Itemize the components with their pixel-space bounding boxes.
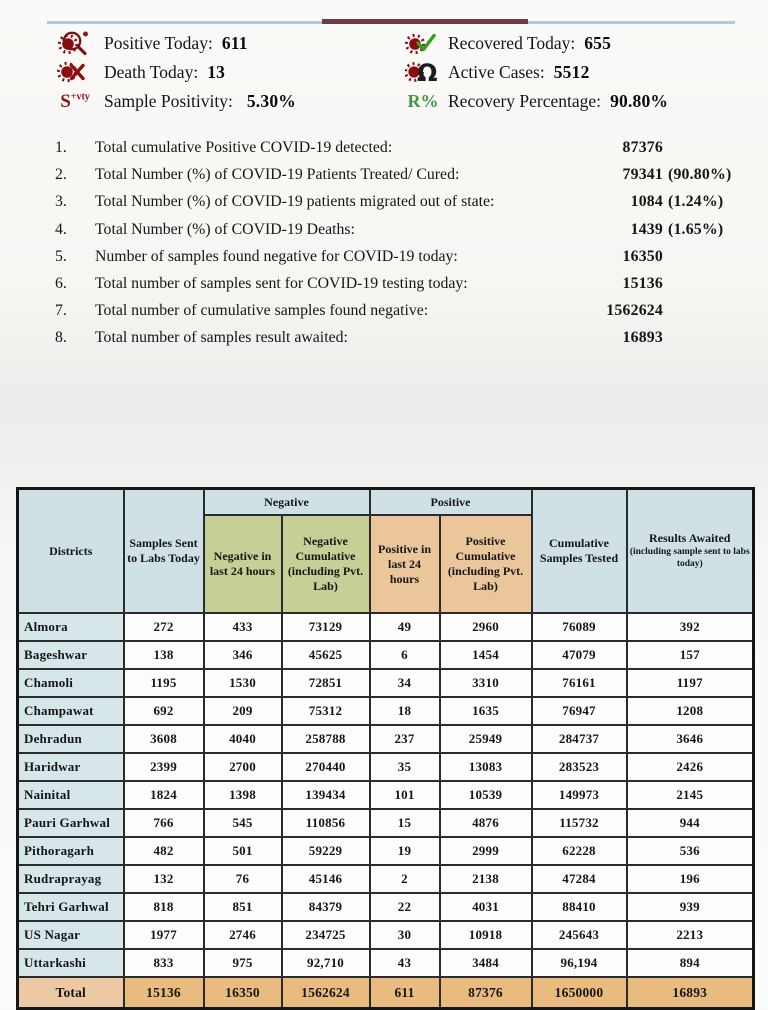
stat-recovered-today [398, 29, 746, 57]
data-cell: 2145 [627, 781, 754, 809]
list-item-number: 2. [55, 166, 67, 184]
district-row [18, 865, 754, 893]
data-cell: 2999 [440, 837, 532, 865]
list-item-value: 16350 [622, 247, 663, 265]
results-awaited-title: Results Awaited [649, 531, 731, 546]
data-cell: 3484 [440, 949, 532, 977]
data-cell: 209 [204, 697, 282, 725]
district-row [18, 809, 754, 837]
district-name-cell: Haridwar [18, 753, 124, 781]
virus-cross-icon [46, 59, 104, 85]
list-item-label: Total Number (%) of COVID-19 Patients Treated/ Cured: [95, 166, 460, 184]
data-cell: 536 [627, 837, 754, 865]
data-cell: 15 [370, 809, 440, 837]
data-cell: 139434 [282, 781, 370, 809]
data-cell: 22 [370, 893, 440, 921]
list-item-number: 6. [55, 274, 67, 292]
data-cell: 3310 [440, 669, 532, 697]
total-value-cell: 611 [370, 977, 440, 1009]
total-value-cell: 15136 [124, 977, 204, 1009]
data-cell: 115732 [532, 809, 627, 837]
stat-label: Death Today: [104, 61, 199, 82]
data-cell: 818 [124, 893, 204, 921]
data-cell: 2 [370, 865, 440, 893]
col-header-negative-24h: Negative in last 24 hours [204, 515, 282, 613]
district-row [18, 781, 754, 809]
district-name-cell: Bageshwar [18, 641, 124, 669]
col-header-positive-cumulative: Positive Cumulative (including Pvt. Lab) [440, 515, 532, 613]
list-item-number: 3. [55, 193, 67, 211]
list-item-label: Total number of samples sent for COVID-19 testing today: [95, 274, 468, 292]
data-cell: 157 [627, 641, 754, 669]
summary-list [55, 139, 752, 357]
stat-label: Active Cases: [448, 61, 545, 82]
list-item-number: 1. [55, 139, 67, 156]
district-name-cell: Uttarkashi [18, 949, 124, 977]
data-cell: 482 [124, 837, 204, 865]
data-cell: 975 [204, 949, 282, 977]
data-cell: 10918 [440, 921, 532, 949]
district-row [18, 697, 754, 725]
data-cell: 49 [370, 613, 440, 641]
data-cell: 73129 [282, 613, 370, 641]
summary-list-item [55, 302, 752, 329]
virus-check-icon [398, 30, 448, 56]
data-cell: 545 [204, 809, 282, 837]
data-cell: 234725 [282, 921, 370, 949]
data-cell: 2426 [627, 753, 754, 781]
data-cell: 6 [370, 641, 440, 669]
stat-value: 5.30% [246, 90, 296, 111]
stat-value: 90.80% [610, 90, 669, 111]
data-cell: 833 [124, 949, 204, 977]
total-value-cell: 1562624 [282, 977, 370, 1009]
list-item-value: (1.24%) [668, 193, 724, 211]
data-cell: 76161 [532, 669, 627, 697]
stat-death-today [46, 58, 398, 86]
list-item-value: 87376 [622, 139, 663, 156]
stat-label: Recovered Today: [448, 32, 576, 53]
data-cell: 766 [124, 809, 204, 837]
data-cell: 433 [204, 613, 282, 641]
list-item-value: 1084 [630, 193, 663, 211]
data-cell: 138 [124, 641, 204, 669]
col-header-cumulative-tested: Cumulative Samples Tested [532, 489, 627, 614]
district-name-cell: US Nagar [18, 921, 124, 949]
total-label-cell: Total [18, 977, 124, 1009]
data-cell: 237 [370, 725, 440, 753]
list-item-value: 1439 [630, 220, 663, 238]
data-cell: 4031 [440, 893, 532, 921]
data-cell: 4040 [204, 725, 282, 753]
list-item-value: (90.80%) [668, 166, 732, 184]
data-cell: 196 [627, 865, 754, 893]
data-cell: 258788 [282, 725, 370, 753]
data-cell: 88410 [532, 893, 627, 921]
group-header-negative: Negative [204, 489, 370, 516]
list-item-value: 15136 [622, 274, 663, 292]
district-row [18, 893, 754, 921]
col-header-negative-cumulative: Negative Cumulative (including Pvt. Lab) [282, 515, 370, 613]
district-name-cell: Champawat [18, 697, 124, 725]
total-value-cell: 16893 [627, 977, 754, 1009]
summary-list-item [55, 139, 752, 166]
results-awaited-subnote: (including sample sent to labs today) [629, 547, 750, 569]
data-cell: 76947 [532, 697, 627, 725]
list-item-number: 8. [55, 329, 67, 347]
stat-label: Sample Positivity: [104, 90, 233, 111]
sample-positivity-icon: $S^{+vty}$ [60, 90, 90, 112]
summary-list-item [55, 193, 752, 220]
list-item-value: (1.65%) [668, 220, 724, 238]
data-cell: 149973 [532, 781, 627, 809]
list-item-label: Total cumulative Positive COVID-19 detected: [95, 139, 393, 156]
data-cell: 47079 [532, 641, 627, 669]
data-cell: 75312 [282, 697, 370, 725]
summary-list-item [55, 166, 752, 193]
list-item-value: 1562624 [606, 302, 663, 320]
data-cell: 1530 [204, 669, 282, 697]
stat-active-cases [398, 58, 746, 86]
data-cell: 101 [370, 781, 440, 809]
stat-positive-today [46, 29, 398, 57]
data-cell: 245643 [532, 921, 627, 949]
list-item-label: Total number of samples result awaited: [95, 329, 348, 347]
data-cell: 47284 [532, 865, 627, 893]
list-item-value: 79341 [622, 166, 663, 184]
list-item-label: Total Number (%) of COVID-19 patients migrated out of state: [95, 193, 495, 211]
data-cell: 30 [370, 921, 440, 949]
list-item-label: Total number of cumulative samples found negative: [95, 302, 429, 320]
stat-recovery-percentage [398, 87, 746, 115]
total-value-cell: 87376 [440, 977, 532, 1009]
data-cell: 19 [370, 837, 440, 865]
data-cell: 1977 [124, 921, 204, 949]
district-name-cell: Almora [18, 613, 124, 641]
data-cell: 34 [370, 669, 440, 697]
district-row [18, 949, 754, 977]
data-cell: 72851 [282, 669, 370, 697]
data-cell: 346 [204, 641, 282, 669]
data-cell: 692 [124, 697, 204, 725]
data-cell: 2399 [124, 753, 204, 781]
district-name-cell: Rudraprayag [18, 865, 124, 893]
virus-person-icon [398, 59, 448, 85]
data-cell: 1398 [204, 781, 282, 809]
stat-label: Positive Today: [104, 32, 213, 53]
data-cell: 4876 [440, 809, 532, 837]
data-cell: 132 [124, 865, 204, 893]
district-row [18, 725, 754, 753]
districts-table-wrap [16, 487, 752, 1010]
data-cell: 84379 [282, 893, 370, 921]
data-cell: 1197 [627, 669, 754, 697]
data-cell: 2746 [204, 921, 282, 949]
summary-list-item [55, 329, 752, 356]
data-cell: 2960 [440, 613, 532, 641]
data-cell: 59229 [282, 837, 370, 865]
total-value-cell: 1650000 [532, 977, 627, 1009]
district-row [18, 837, 754, 865]
data-cell: 1195 [124, 669, 204, 697]
summary-stats [46, 29, 746, 115]
summary-list-item [55, 248, 752, 275]
data-cell: 35 [370, 753, 440, 781]
district-name-cell: Nainital [18, 781, 124, 809]
stat-sample-positivity [46, 87, 398, 115]
summary-list-item [55, 275, 752, 302]
district-name-cell: Pauri Garhwal [18, 809, 124, 837]
virus-search-icon [46, 30, 104, 56]
list-item-value: 16893 [622, 329, 663, 347]
data-cell: 939 [627, 893, 754, 921]
data-cell: 45146 [282, 865, 370, 893]
data-cell: 92,710 [282, 949, 370, 977]
group-header-positive: Positive [370, 489, 532, 516]
data-cell: 270440 [282, 753, 370, 781]
data-cell: 851 [204, 893, 282, 921]
list-item-number: 4. [55, 220, 67, 238]
total-value-cell: 16350 [204, 977, 282, 1009]
data-cell: 13083 [440, 753, 532, 781]
district-row [18, 613, 754, 641]
data-cell: 501 [204, 837, 282, 865]
stat-value: 5512 [553, 61, 590, 82]
svg-text:Ω: Ω [417, 59, 438, 85]
data-cell: 62228 [532, 837, 627, 865]
district-row [18, 921, 754, 949]
col-header-results-awaited [627, 489, 754, 614]
data-cell: 10539 [440, 781, 532, 809]
data-cell: 1208 [627, 697, 754, 725]
data-cell: 272 [124, 613, 204, 641]
district-row [18, 641, 754, 669]
data-cell: 1635 [440, 697, 532, 725]
data-cell: 283523 [532, 753, 627, 781]
top-divider-accent [322, 19, 528, 24]
districts-table [16, 487, 755, 1010]
data-cell: 110856 [282, 809, 370, 837]
data-cell: 1454 [440, 641, 532, 669]
summary-list-item [55, 221, 752, 248]
data-cell: 1824 [124, 781, 204, 809]
data-cell: 2700 [204, 753, 282, 781]
district-name-cell: Pithoragarh [18, 837, 124, 865]
total-row [18, 977, 754, 1009]
data-cell: 76 [204, 865, 282, 893]
recovery-percentage-icon: R% [407, 91, 439, 111]
data-cell: 894 [627, 949, 754, 977]
data-cell: 25949 [440, 725, 532, 753]
stat-value: 655 [584, 32, 612, 53]
list-item-number: 5. [55, 247, 67, 265]
data-cell: 96,194 [532, 949, 627, 977]
district-name-cell: Chamoli [18, 669, 124, 697]
list-item-label: Total Number (%) of COVID-19 Deaths: [95, 220, 355, 238]
data-cell: 45625 [282, 641, 370, 669]
district-name-cell: Dehradun [18, 725, 124, 753]
data-cell: 3608 [124, 725, 204, 753]
col-header-positive-24h: Positive in last 24 hours [370, 515, 440, 613]
data-cell: 2213 [627, 921, 754, 949]
list-item-number: 7. [55, 302, 67, 320]
col-header-districts: Districts [18, 489, 124, 614]
data-cell: 284737 [532, 725, 627, 753]
data-cell: 3646 [627, 725, 754, 753]
data-cell: 43 [370, 949, 440, 977]
data-cell: 2138 [440, 865, 532, 893]
data-cell: 944 [627, 809, 754, 837]
stat-value: 13 [207, 61, 226, 82]
stat-label: Recovery Percentage: [448, 90, 602, 111]
list-item-label: Number of samples found negative for COVID-19 today: [95, 247, 458, 265]
data-cell: 392 [627, 613, 754, 641]
top-divider-rule [47, 21, 735, 24]
data-cell: 18 [370, 697, 440, 725]
col-header-samples-sent: Samples Sent to Labs Today [124, 489, 204, 614]
data-cell: 76089 [532, 613, 627, 641]
district-row [18, 669, 754, 697]
district-row [18, 753, 754, 781]
district-name-cell: Tehri Garhwal [18, 893, 124, 921]
stat-value: 611 [221, 32, 248, 53]
